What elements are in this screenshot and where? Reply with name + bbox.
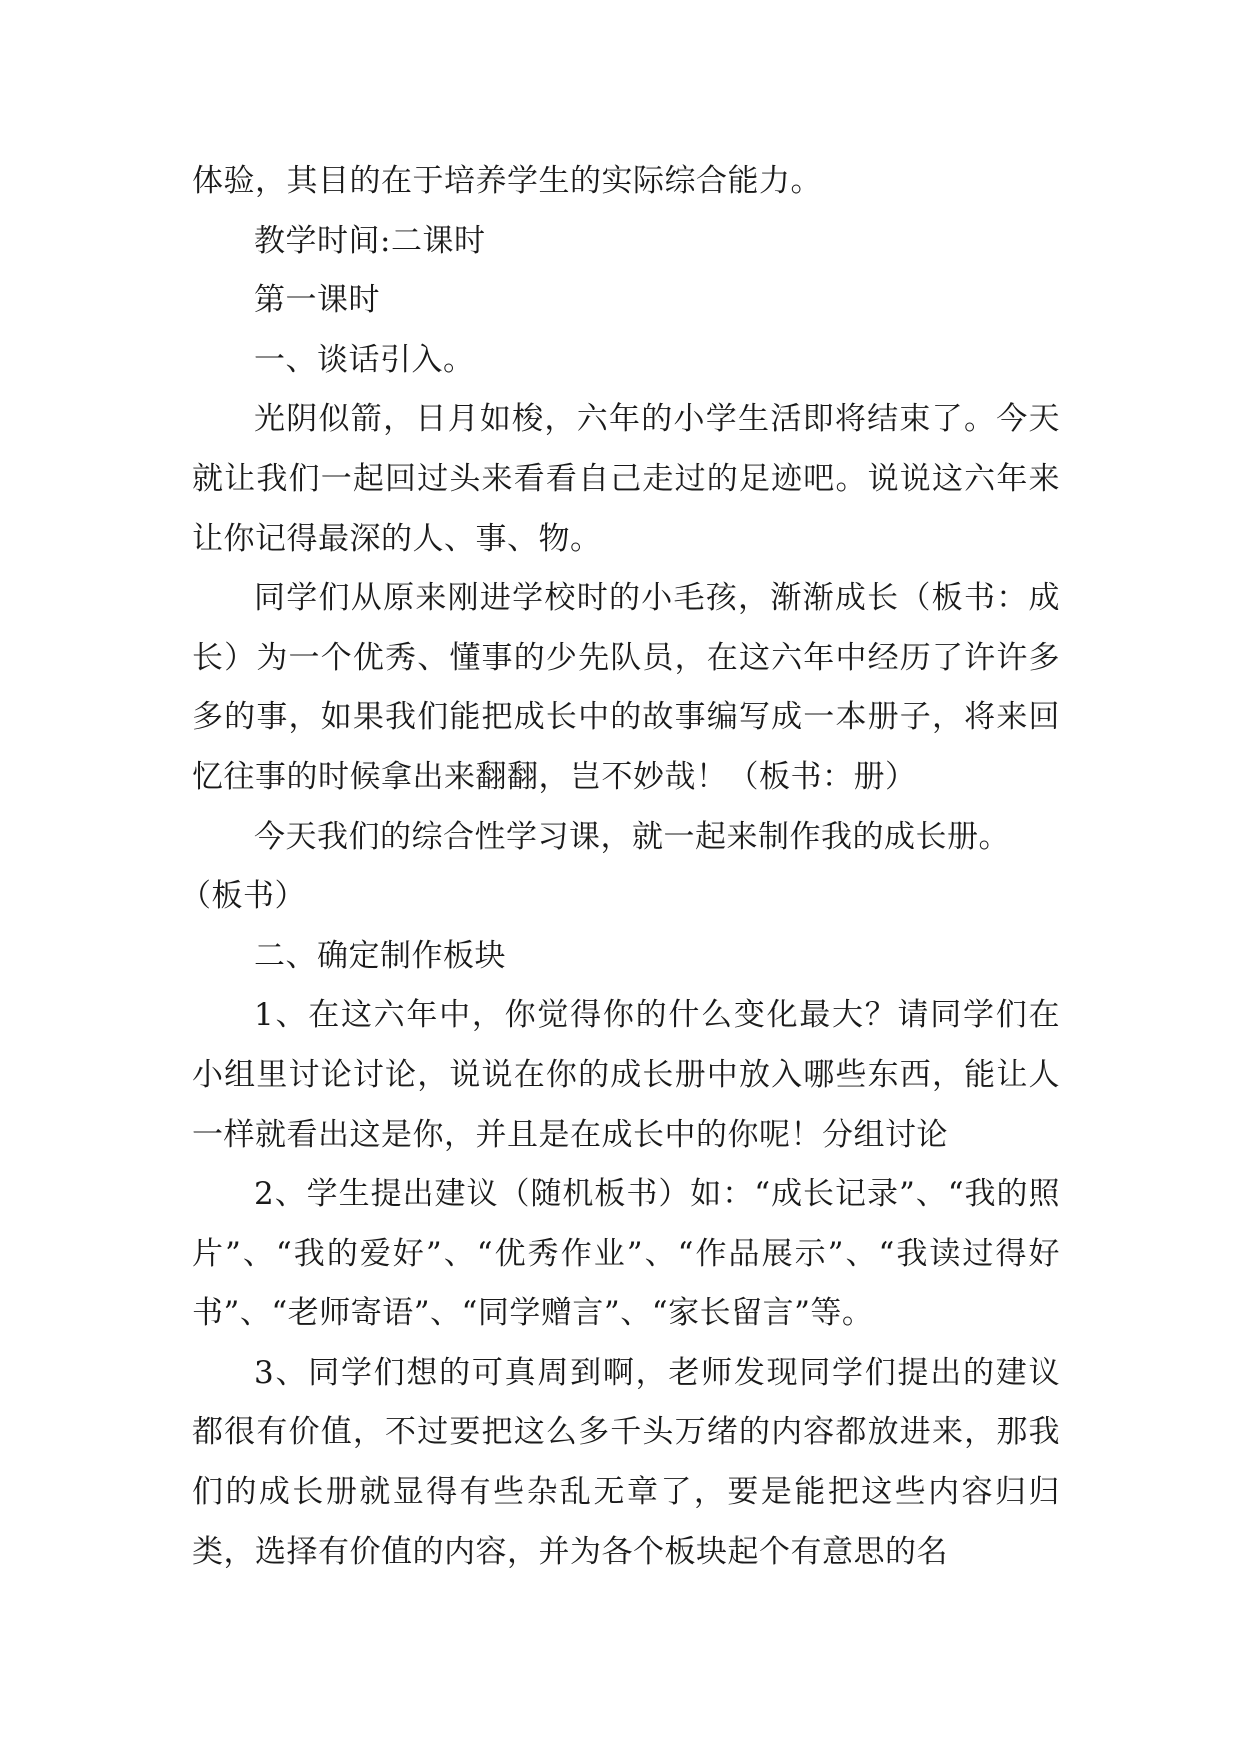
paragraph-board-note: （板书） xyxy=(180,878,306,915)
paragraph-growth-text: 同学们从原来刚进学校时的小毛孩，渐渐成长（板书：成长）为一个优秀、懂事的少先队员，在这六年中经历了许许多多的事，如果我们能把成长中的故事编写成一本册子，将来回忆往事的时候拿出来翻翻，岂不妙哉！（板书：册） xyxy=(192,580,1060,795)
section-heading-introduction: 一、谈话引入。 xyxy=(254,341,475,378)
paragraph-intro-text: 光阴似箭，日月如梭，六年的小学生活即将结束了。今天就让我们一起回过头来看看自己走过的足迹吧。说说这六年来让你记得最深的人、事、物。 xyxy=(192,401,1060,557)
document-body xyxy=(180,152,1060,1582)
section-heading-sections: 二、确定制作板块 xyxy=(254,937,506,974)
paragraph-continuation: 体验，其目的在于培养学生的实际综合能力。 xyxy=(192,163,822,199)
paragraph-lesson-one-heading: 第一课时 xyxy=(254,282,380,319)
paragraph-item-1: 1、在这六年中，你觉得你的什么变化最大？请同学们在小组里讨论讨论，说说在你的成长册中放入哪些东西，能让人一样就看出这是你，并且是在成长中的你呢！分组讨论 xyxy=(192,997,1060,1153)
paragraph-item-2: 2、学生提出建议（随机板书）如：“成长记录”、“我的照片”、“我的爱好”、“优秀作业”、“作品展示”、“我读过得好书”、“老师寄语”、“同学赠言”、“家长留言”等。 xyxy=(192,1176,1060,1332)
paragraph-todays-lesson: 今天我们的综合性学习课，就一起来制作我的成长册。 xyxy=(254,818,1010,855)
paragraph-item-3: 3、同学们想的可真周到啊，老师发现同学们提出的建议都很有价值，不过要把这么多千头万绪的内容都放进来，那我们的成长册就显得有些杂乱无章了，要是能把这些内容归归类，选择有价值的内容，并为各个板块起个有意思的名 xyxy=(192,1354,1060,1570)
paragraph-teaching-time: 教学时间:二课时 xyxy=(254,222,486,259)
